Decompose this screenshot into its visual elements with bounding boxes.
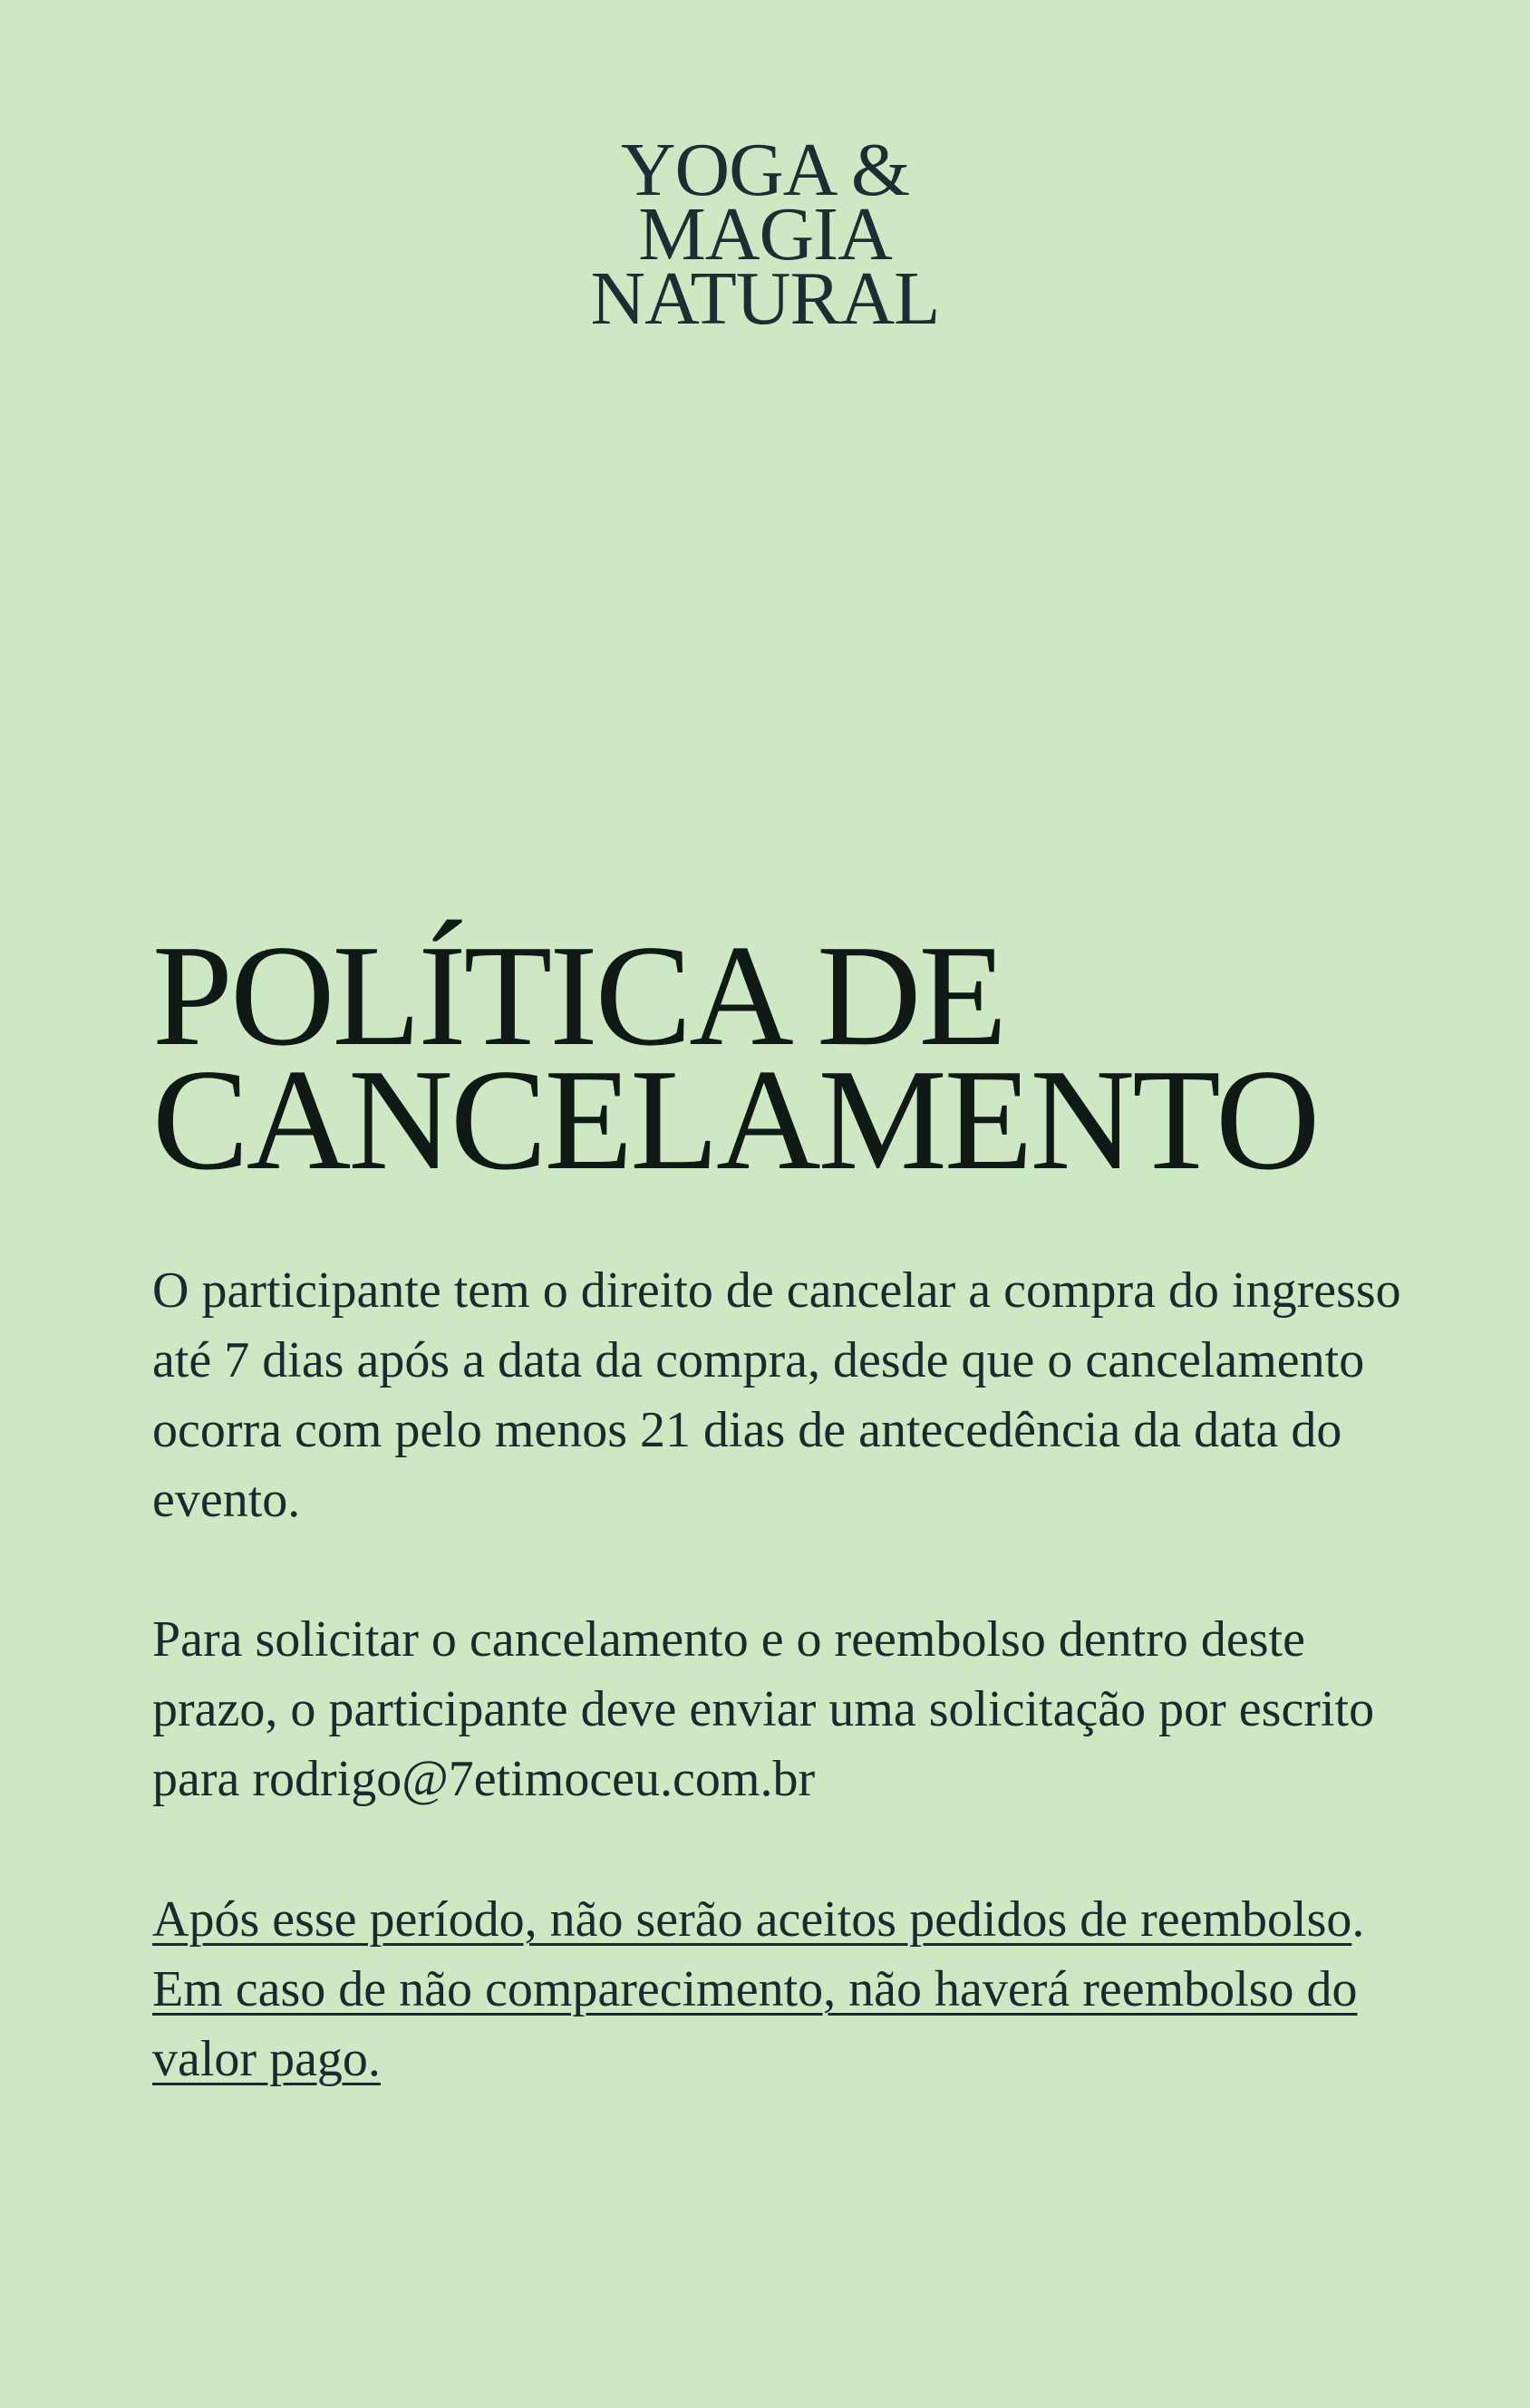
logo-line-2: MAGIA xyxy=(638,192,892,276)
no-show-no-refund-link[interactable]: Em caso de não comparecimento, não haverá reembolso do valor pago. xyxy=(152,1961,1358,2087)
logo-line-3: NATURAL xyxy=(590,256,940,341)
no-refund-after-period-link[interactable]: Após esse período, não serão aceitos pedidos de reembolso xyxy=(152,1891,1352,1948)
logo-line-1: YOGA & xyxy=(620,128,910,212)
paragraph-cancellation-right: O participante tem o direito de cancelar a compra do ingresso até 7 dias após a data da compra, desde que o cancelamento ocorra com pelo menos 21 dias de antecedência da data do evento. xyxy=(152,1262,1401,1528)
paragraph-no-refund xyxy=(152,1885,1439,2094)
page-title-line-1: POLÍTICA DE xyxy=(152,914,1005,1076)
paragraph-refund-request: Para solicitar o cancelamento e o reembolso dentro deste prazo, o participante deve enviar uma solicitação por escrito para rodrigo@7etimoceu.com.br xyxy=(152,1611,1375,1807)
sentence-separator: . xyxy=(1351,1891,1365,1948)
page-title xyxy=(152,914,1318,1200)
brand-logo xyxy=(0,128,1530,341)
page-title-line-2: CANCELAMENTO xyxy=(152,1039,1318,1200)
